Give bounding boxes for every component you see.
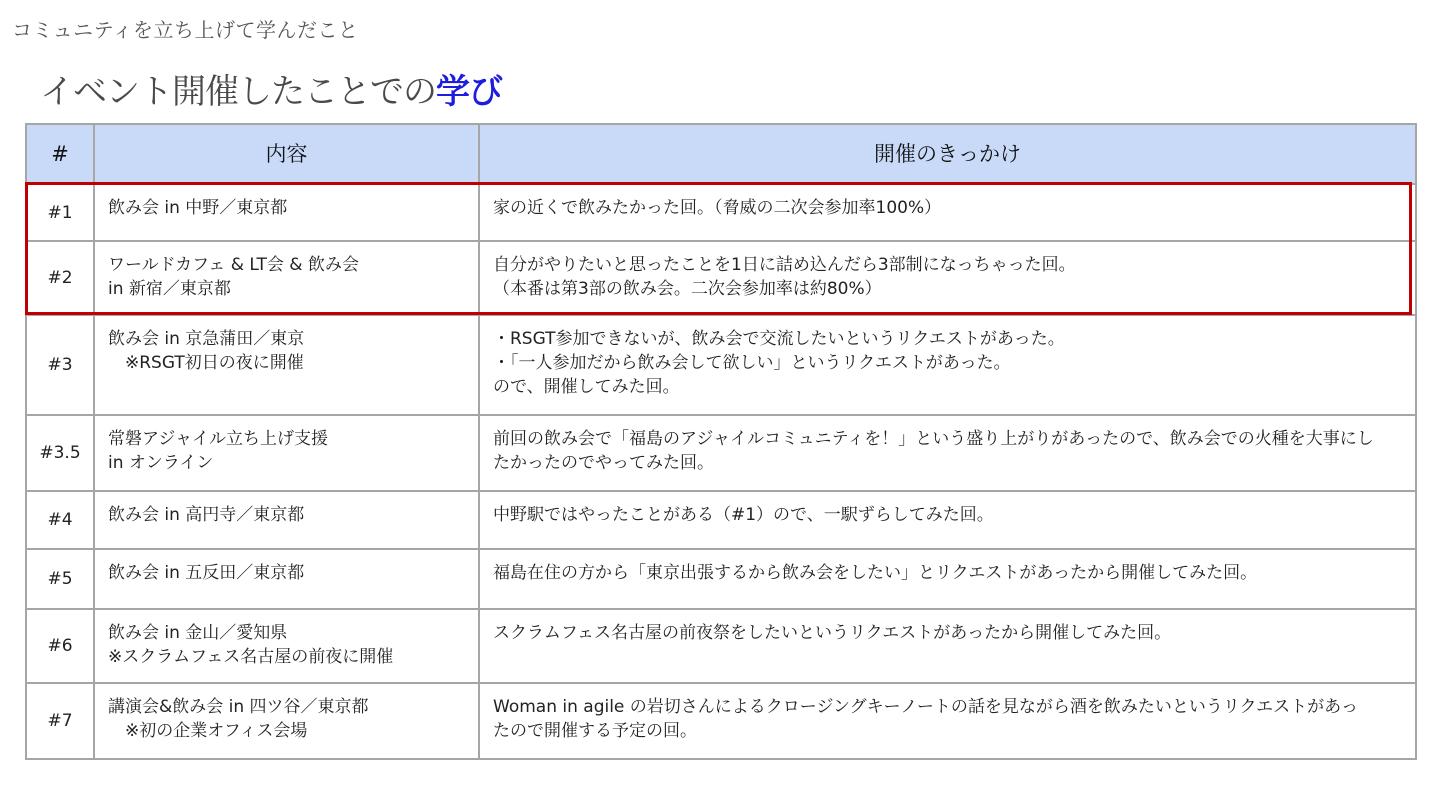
row-trigger <box>479 491 1416 549</box>
column-header-number: # <box>26 124 94 184</box>
title-main: イベント開催したことでの <box>40 72 436 112</box>
slide-title <box>40 64 502 113</box>
slide-kicker: コミュニティを立ち上げて学んだこと <box>12 18 359 42</box>
table-row <box>26 415 1416 491</box>
row-number: #6 <box>26 609 94 683</box>
row-number: #2 <box>26 241 94 315</box>
table-row <box>26 609 1416 683</box>
table-row <box>26 683 1416 759</box>
row-trigger-text: Woman in agile の岩切さんによるクロージングキーノートの話を見ながら酒を飲みたいというリクエストがあっ たので開催する予定の回。 <box>493 697 1358 741</box>
row-number: #4 <box>26 491 94 549</box>
row-trigger <box>479 415 1416 491</box>
row-trigger-text: 中野駅ではやったことがある（#1）ので、一駅ずらしてみた回。 <box>493 505 994 525</box>
table-row <box>26 184 1416 241</box>
row-number: #7 <box>26 683 94 759</box>
row-trigger <box>479 683 1416 759</box>
row-number: #3.5 <box>26 415 94 491</box>
row-number: #5 <box>26 549 94 609</box>
table-header-row <box>26 124 1416 184</box>
row-trigger <box>479 315 1416 415</box>
row-content: 常磐アジャイル立ち上げ支援 in オンライン <box>94 415 479 491</box>
row-trigger-text: ・RSGT参加できないが、飲み会で交流したいというリクエストがあった。 ・「一人参加だから飲み会して欲しい」というリクエストがあった。 ので、開催してみた回。 <box>493 329 1065 397</box>
row-trigger-text: 家の近くで飲みたかった回。（脅威の二次会参加率100%） <box>493 198 942 218</box>
row-content: 飲み会 in 五反田／東京都 <box>94 549 479 609</box>
row-content: 飲み会 in 高円寺／東京都 <box>94 491 479 549</box>
events-table <box>25 123 1417 760</box>
table-row <box>26 549 1416 609</box>
row-trigger <box>479 184 1416 241</box>
row-number: #1 <box>26 184 94 241</box>
column-header-content: 内容 <box>94 124 479 184</box>
table-row <box>26 491 1416 549</box>
row-trigger <box>479 549 1416 609</box>
row-trigger <box>479 241 1416 315</box>
row-content: ワールドカフェ & LT会 & 飲み会 in 新宿／東京都 <box>94 241 479 315</box>
row-trigger-text: スクラムフェス名古屋の前夜祭をしたいというリクエストがあったから開催してみた回。 <box>493 623 1172 643</box>
table-row <box>26 241 1416 315</box>
row-trigger <box>479 609 1416 683</box>
row-content: 飲み会 in 金山／愛知県 ※スクラムフェス名古屋の前夜に開催 <box>94 609 479 683</box>
row-trigger-text: 前回の飲み会で「福島のアジャイルコミュニティを！」という盛り上がりがあったので、飲み会での火種を大事にし たかったのでやってみた回。 <box>493 429 1374 473</box>
row-content: 飲み会 in 中野／東京都 <box>94 184 479 241</box>
row-content: 講演会&飲み会 in 四ツ谷／東京都 ※初の企業オフィス会場 <box>94 683 479 759</box>
row-number: #3 <box>26 315 94 415</box>
row-content: 飲み会 in 京急蒲田／東京 ※RSGT初日の夜に開催 <box>94 315 479 415</box>
title-accent: 学び <box>436 72 502 112</box>
table-row <box>26 315 1416 415</box>
row-trigger-text: 福島在住の方から「東京出張するから飲み会をしたい」とリクエストがあったから開催してみた回。 <box>493 563 1258 583</box>
column-header-trigger: 開催のきっかけ <box>479 124 1416 184</box>
row-trigger-text: 自分がやりたいと思ったことを1日に詰め込んだら3部制になっちゃった回。 （本番は第3部の飲み会。二次会参加率は約80%） <box>493 255 1076 299</box>
